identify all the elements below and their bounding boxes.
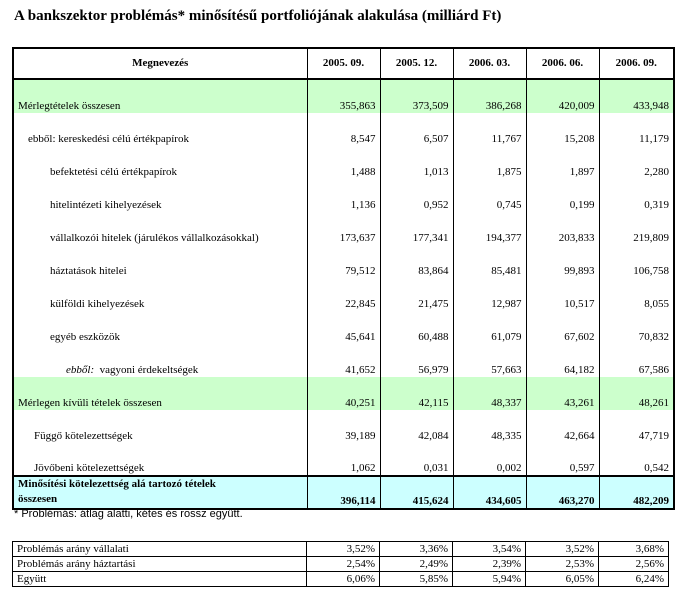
ratio-row [13,572,669,587]
row-label: Függő kötelezettségek [13,410,307,443]
ratio-label: Együtt [13,572,307,587]
row-value: 11,179 [599,113,674,146]
row-value: 45,641 [307,311,380,344]
row-value: 219,809 [599,212,674,245]
row-label: háztatások hitelei [13,245,307,278]
row-value: 99,893 [526,245,599,278]
row-value: 39,189 [307,410,380,443]
row-value: 8,547 [307,113,380,146]
row-value: 22,845 [307,278,380,311]
page-title: A bankszektor problémás* minősítésű portfoliójának alakulása (milliárd Ft) [14,8,502,24]
row-value: 41,652 [307,344,380,377]
row-value: 2,280 [599,146,674,179]
row-value: 0,952 [380,179,453,212]
row-value: 0,319 [599,179,674,212]
header-period: 2006. 09. [599,48,674,79]
ratio-value: 2,53% [526,557,599,572]
total-label-line1: Minősítési kötelezettség alá tartozó tételek [18,478,216,490]
row-label [13,344,307,377]
ratio-value: 6,24% [599,572,669,587]
row-value: 420,009 [526,79,599,113]
total-value: 396,114 [307,476,380,509]
row-value: 0,002 [453,443,526,476]
ratio-label: Problémás arány háztartási [13,557,307,572]
row-value: 67,586 [599,344,674,377]
ratio-value: 3,52% [526,542,599,557]
row-label: vállalkozói hitelek (járulékos vállalkozásokkal) [13,212,307,245]
row-value: 386,268 [453,79,526,113]
row-value: 0,597 [526,443,599,476]
table-header-row [13,48,674,79]
ratio-row [13,557,669,572]
table-row [13,443,674,476]
ratio-value: 5,85% [380,572,453,587]
total-row [13,476,674,509]
row-value: 8,055 [599,278,674,311]
table-row [13,79,674,113]
row-label: Mérlegtételek összesen [13,79,307,113]
ratio-value: 3,54% [453,542,526,557]
table-row [13,212,674,245]
row-value: 40,251 [307,377,380,410]
row-label: befektetési célú értékpapírok [13,146,307,179]
ratio-value: 2,56% [599,557,669,572]
row-label: Mérlegen kívüli tételek összesen [13,377,307,410]
ratio-row [13,542,669,557]
row-value: 57,663 [453,344,526,377]
header-period: 2005. 09. [307,48,380,79]
row-value: 194,377 [453,212,526,245]
ratio-value: 6,06% [307,572,380,587]
row-value: 43,261 [526,377,599,410]
total-label [13,476,307,509]
ratio-value: 3,52% [307,542,380,557]
row-value: 70,832 [599,311,674,344]
row-value: 67,602 [526,311,599,344]
footnote: * Problémás: átlag alatti, kétes és rossz együtt. [14,508,243,520]
row-value: 64,182 [526,344,599,377]
table-row [13,311,674,344]
row-value: 1,136 [307,179,380,212]
row-value: 1,897 [526,146,599,179]
row-value: 21,475 [380,278,453,311]
row-label: Jövőbeni kötelezettségek [13,443,307,476]
header-period: 2005. 12. [380,48,453,79]
header-label: Megnevezés [13,48,307,79]
row-value: 355,863 [307,79,380,113]
row-label: egyéb eszközök [13,311,307,344]
table-row [13,113,674,146]
row-label: ebből: kereskedési célú értékpapírok [13,113,307,146]
total-value: 463,270 [526,476,599,509]
row-value: 48,337 [453,377,526,410]
ratio-value: 2,54% [307,557,380,572]
total-value: 434,605 [453,476,526,509]
row-value: 173,637 [307,212,380,245]
ratio-value: 2,39% [453,557,526,572]
row-value: 0,199 [526,179,599,212]
ratio-value: 2,49% [380,557,453,572]
row-value: 433,948 [599,79,674,113]
row-value: 1,013 [380,146,453,179]
row-value: 11,767 [453,113,526,146]
row-value: 0,745 [453,179,526,212]
row-value: 42,115 [380,377,453,410]
total-value: 482,209 [599,476,674,509]
row-value: 15,208 [526,113,599,146]
total-value: 415,624 [380,476,453,509]
ratio-value: 3,68% [599,542,669,557]
ratio-value: 5,94% [453,572,526,587]
table-row [13,245,674,278]
header-period: 2006. 06. [526,48,599,79]
total-label-line2: összesen [18,493,58,505]
row-value: 10,517 [526,278,599,311]
row-value: 203,833 [526,212,599,245]
row-value: 1,875 [453,146,526,179]
ratio-label: Problémás arány vállalati [13,542,307,557]
row-value: 0,031 [380,443,453,476]
ratio-value: 6,05% [526,572,599,587]
row-value: 56,979 [380,344,453,377]
row-label-prefix: ebből: [66,364,95,376]
row-value: 60,488 [380,311,453,344]
row-value: 48,261 [599,377,674,410]
row-value: 1,488 [307,146,380,179]
row-value: 106,758 [599,245,674,278]
table-row [13,344,674,377]
portfolio-table [12,47,675,510]
row-value: 1,062 [307,443,380,476]
row-value: 79,512 [307,245,380,278]
ratio-value: 3,36% [380,542,453,557]
row-label-text: vagyoni érdekeltségek [99,364,199,376]
row-value: 177,341 [380,212,453,245]
table-row [13,146,674,179]
row-value: 373,509 [380,79,453,113]
table-row [13,377,674,410]
row-label: külföldi kihelyezések [13,278,307,311]
row-value: 85,481 [453,245,526,278]
row-value: 47,719 [599,410,674,443]
row-value: 42,664 [526,410,599,443]
table-row [13,278,674,311]
row-value: 42,084 [380,410,453,443]
row-value: 0,542 [599,443,674,476]
table-row [13,410,674,443]
row-value: 83,864 [380,245,453,278]
row-value: 12,987 [453,278,526,311]
ratio-table [12,541,669,587]
header-period: 2006. 03. [453,48,526,79]
row-value: 48,335 [453,410,526,443]
row-value: 61,079 [453,311,526,344]
row-label: hitelintézeti kihelyezések [13,179,307,212]
row-value: 6,507 [380,113,453,146]
table-row [13,179,674,212]
